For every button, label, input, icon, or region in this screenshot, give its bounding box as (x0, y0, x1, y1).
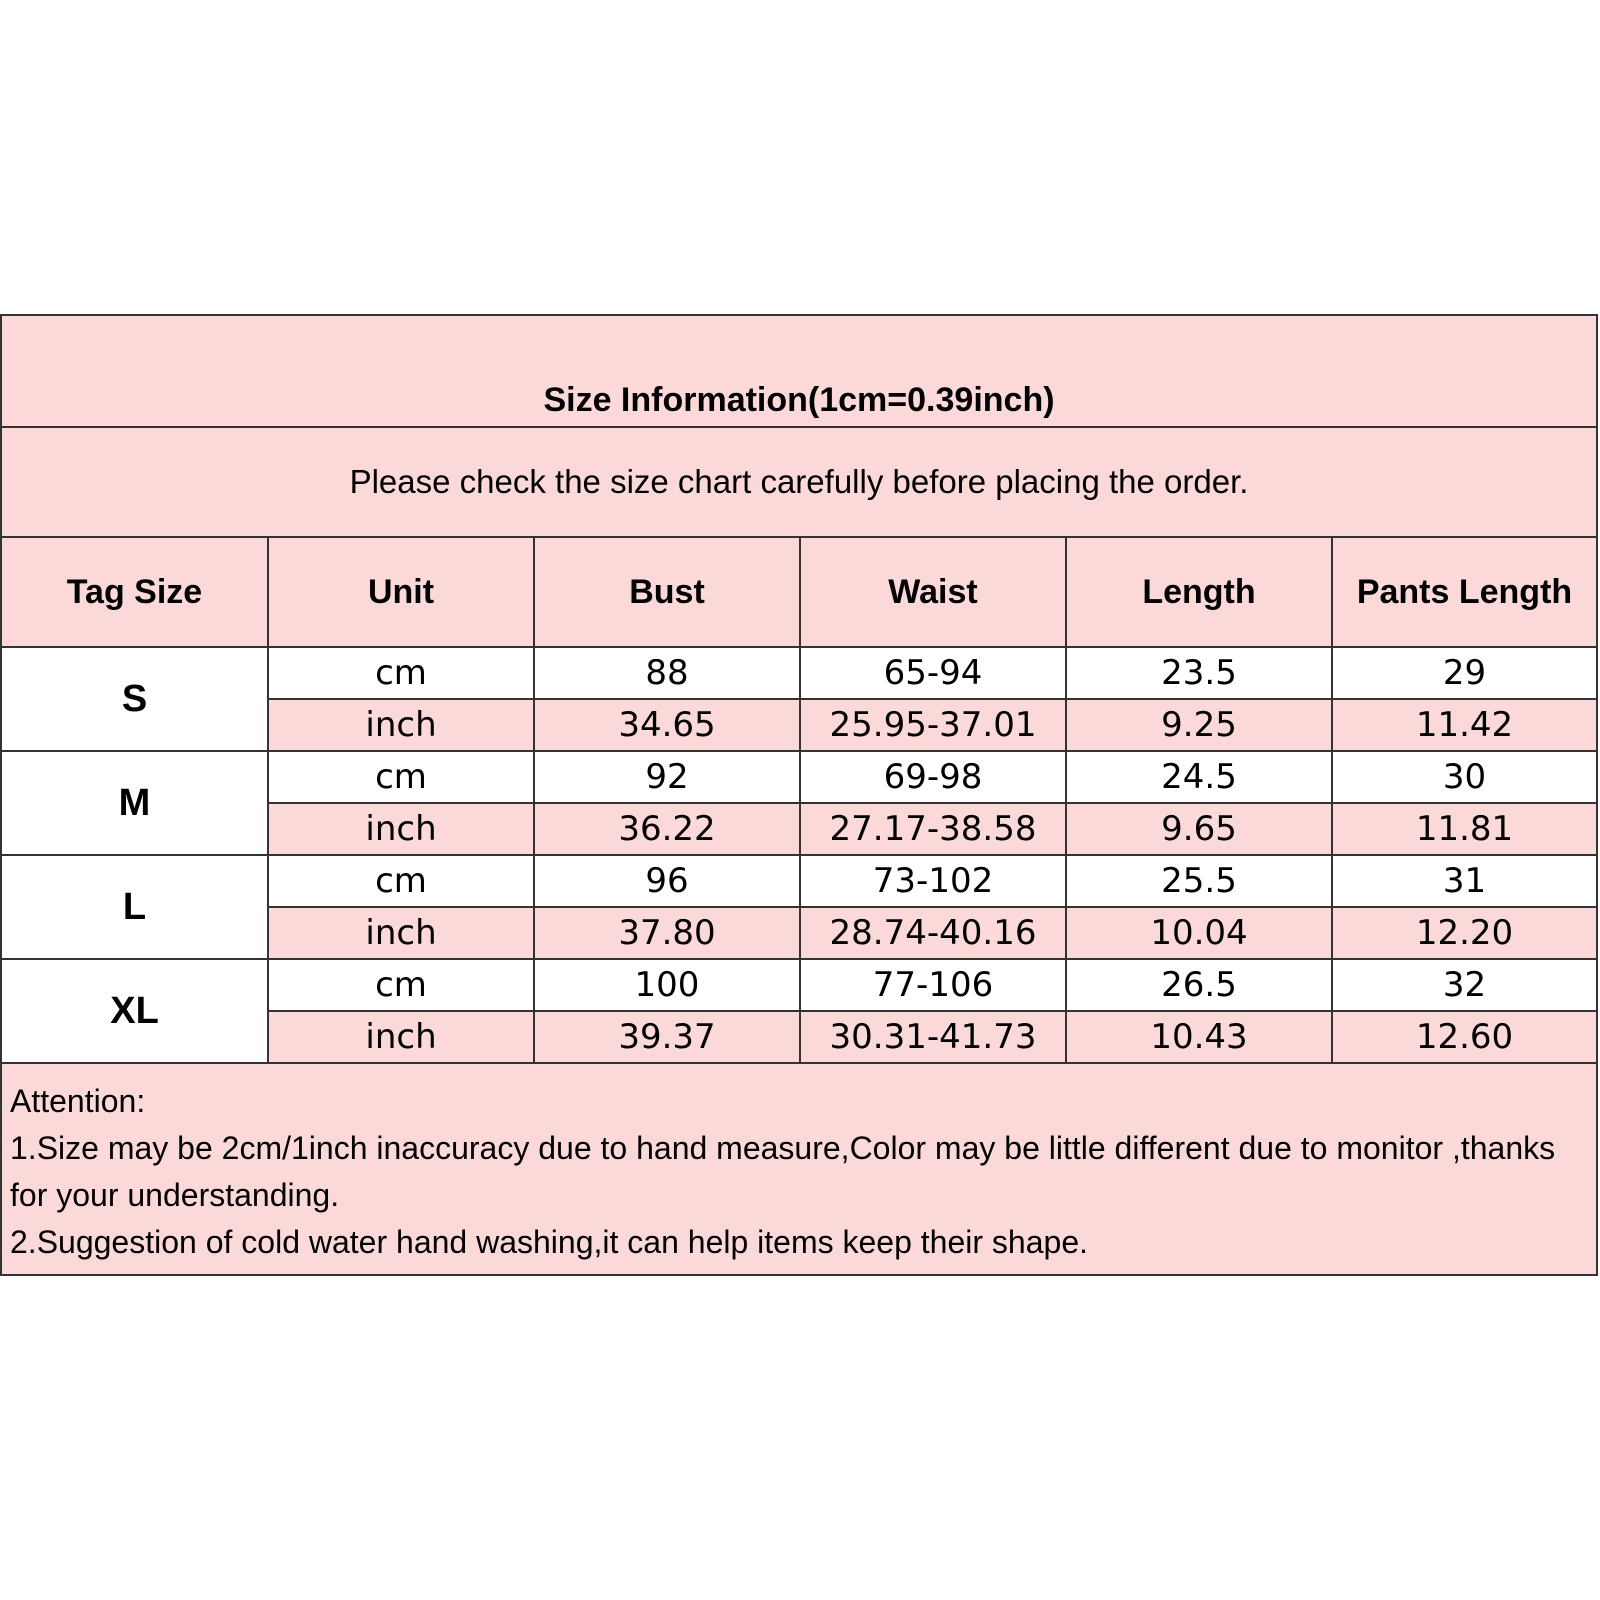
pants-length-cell: 11.42 (1332, 699, 1596, 751)
unit-cell: cm (268, 959, 534, 1011)
unit-cell: inch (268, 803, 534, 855)
waist-cell: 73-102 (800, 855, 1066, 907)
pants-length-cell: 30 (1332, 751, 1596, 803)
unit-cell: cm (268, 855, 534, 907)
waist-cell: 30.31-41.73 (800, 1011, 1066, 1063)
bust-cell: 37.80 (534, 907, 800, 959)
waist-cell: 65-94 (800, 647, 1066, 699)
unit-cell: cm (268, 647, 534, 699)
tag-size-cell: L (2, 855, 268, 959)
length-cell: 26.5 (1066, 959, 1332, 1011)
chart-note: Please check the size chart carefully before placing the order. (2, 428, 1596, 538)
table-row (2, 959, 1596, 1011)
bust-cell: 96 (534, 855, 800, 907)
bust-cell: 92 (534, 751, 800, 803)
waist-cell: 28.74-40.16 (800, 907, 1066, 959)
waist-cell: 77-106 (800, 959, 1066, 1011)
attention-heading: Attention: (10, 1083, 146, 1119)
pants-length-cell: 29 (1332, 647, 1596, 699)
bust-cell: 36.22 (534, 803, 800, 855)
waist-cell: 25.95-37.01 (800, 699, 1066, 751)
pants-length-cell: 32 (1332, 959, 1596, 1011)
attention-line-1: 1.Size may be 2cm/1inch inaccuracy due to hand measure,Color may be little different due to monitor ,thanks for your understanding. (10, 1130, 1556, 1213)
length-cell: 10.43 (1066, 1011, 1332, 1063)
waist-cell: 69-98 (800, 751, 1066, 803)
length-cell: 23.5 (1066, 647, 1332, 699)
chart-title: Size Information(1cm=0.39inch) (2, 316, 1596, 428)
size-table (2, 538, 1596, 1064)
length-cell: 10.04 (1066, 907, 1332, 959)
unit-cell: inch (268, 1011, 534, 1063)
attention-notes (2, 1064, 1596, 1274)
unit-cell: cm (268, 751, 534, 803)
pants-length-cell: 11.81 (1332, 803, 1596, 855)
header-length: Length (1066, 538, 1332, 647)
header-tag-size: Tag Size (2, 538, 268, 647)
table-row (2, 647, 1596, 699)
unit-cell: inch (268, 699, 534, 751)
header-unit: Unit (268, 538, 534, 647)
bust-cell: 100 (534, 959, 800, 1011)
pants-length-cell: 31 (1332, 855, 1596, 907)
header-bust: Bust (534, 538, 800, 647)
unit-cell: inch (268, 907, 534, 959)
waist-cell: 27.17-38.58 (800, 803, 1066, 855)
length-cell: 24.5 (1066, 751, 1332, 803)
length-cell: 25.5 (1066, 855, 1332, 907)
header-pants-length: Pants Length (1332, 538, 1596, 647)
pants-length-cell: 12.20 (1332, 907, 1596, 959)
size-chart (0, 314, 1598, 1276)
header-row (2, 538, 1596, 647)
bust-cell: 88 (534, 647, 800, 699)
attention-line-2: 2.Suggestion of cold water hand washing,it can help items keep their shape. (10, 1224, 1088, 1260)
pants-length-cell: 12.60 (1332, 1011, 1596, 1063)
table-row (2, 855, 1596, 907)
length-cell: 9.65 (1066, 803, 1332, 855)
table-row (2, 751, 1596, 803)
tag-size-cell: M (2, 751, 268, 855)
tag-size-cell: XL (2, 959, 268, 1063)
header-waist: Waist (800, 538, 1066, 647)
tag-size-cell: S (2, 647, 268, 751)
bust-cell: 34.65 (534, 699, 800, 751)
length-cell: 9.25 (1066, 699, 1332, 751)
bust-cell: 39.37 (534, 1011, 800, 1063)
